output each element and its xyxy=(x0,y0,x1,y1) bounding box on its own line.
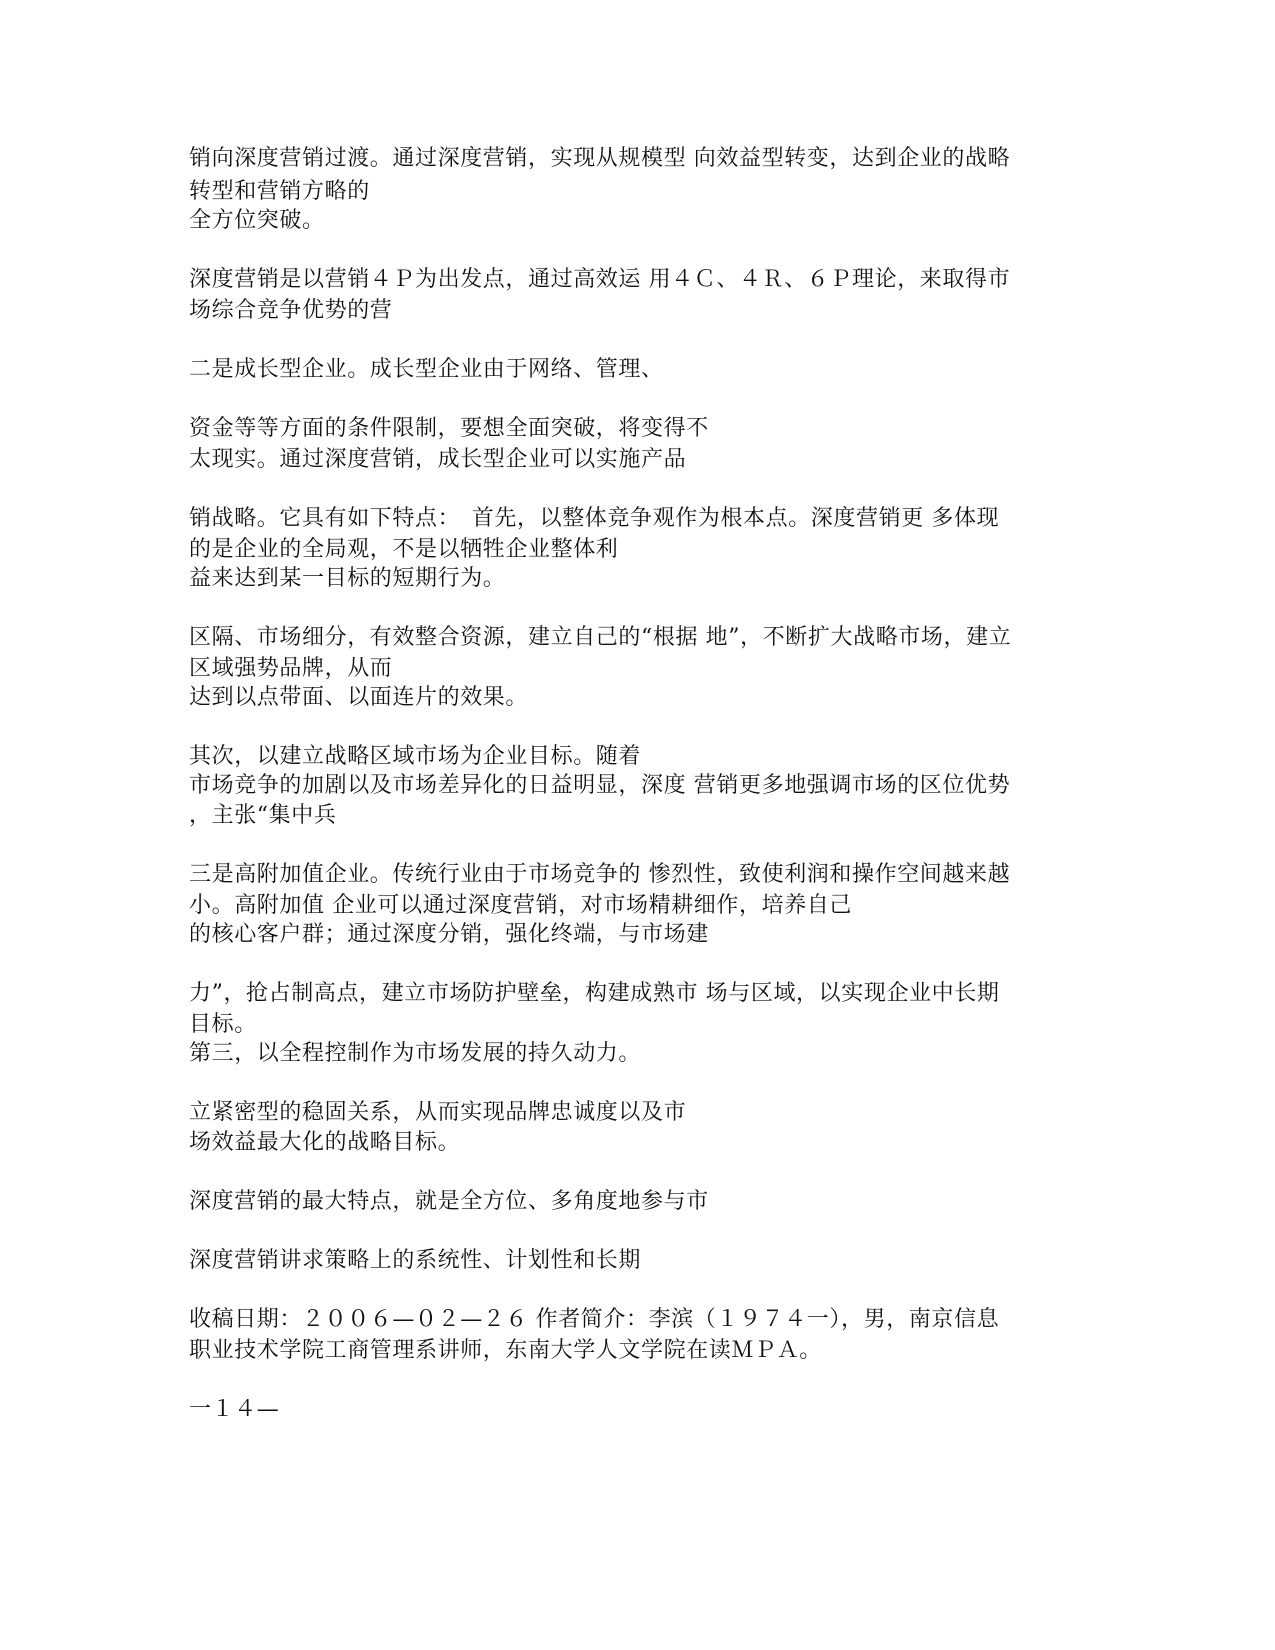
text-line: 太现实。通过深度营销，成长型企业可以实施产品 xyxy=(189,447,687,472)
text-line: 二是成长型企业。成长型企业由于网络、管理、 xyxy=(189,357,664,382)
text-line: 场综合竞争优势的营 xyxy=(189,298,393,323)
footnote-line: 收稿日期：２００６—０２—２６ 作者简介：李滨（１９７４一），男，南京信息 xyxy=(189,1307,1000,1332)
text-line: 场效益最大化的战略目标。 xyxy=(189,1130,461,1155)
text-line: 市场竞争的加剧以及市场差异化的日益明显，深度 营销更多地强调市场的区位优势 xyxy=(189,773,1011,798)
text-line: 销战略。它具有如下特点： 首先，以整体竞争观作为根本点。深度营销更 多体现 xyxy=(189,506,1000,531)
text-line: 的是企业的全局观，不是以牺牲企业整体利 xyxy=(189,537,619,562)
text-line: ，主张“集中兵 xyxy=(189,803,337,828)
footnote-line: 职业技术学院工商管理系讲师，东南大学人文学院在读ＭＰＡ。 xyxy=(189,1338,822,1363)
text-line: 区域强势品牌，从而 xyxy=(189,656,393,681)
text-line: 区隔、市场细分，有效整合资源，建立自己的“根据 地”，不断扩大战略市场，建立 xyxy=(189,625,1012,650)
text-line: 目标。 xyxy=(189,1012,257,1037)
text-line: 资金等等方面的条件限制，要想全面突破，将变得不 xyxy=(189,416,709,441)
text-line: 力”，抢占制高点，建立市场防护壁垒，构建成熟市 场与区域，以实现企业中长期 xyxy=(189,981,1000,1006)
text-line: 转型和营销方略的 xyxy=(189,179,370,204)
text-line: 的核心客户群；通过深度分销，强化终端，与市场建 xyxy=(189,922,709,947)
text-line: 益来达到某一目标的短期行为。 xyxy=(189,566,506,591)
text-line: 深度营销讲求策略上的系统性、计划性和长期 xyxy=(189,1248,642,1273)
text-line: 全方位突破。 xyxy=(189,208,325,233)
text-line: 其次，以建立战略区域市场为企业目标。随着 xyxy=(189,744,642,769)
text-line: 第三，以全程控制作为市场发展的持久动力。 xyxy=(189,1041,642,1066)
text-line: 立紧密型的稳固关系，从而实现品牌忠诚度以及市 xyxy=(189,1100,687,1125)
text-line: 深度营销的最大特点，就是全方位、多角度地参与市 xyxy=(189,1189,709,1214)
page-number: 一１４— xyxy=(189,1397,280,1422)
text-line: 三是高附加值企业。传统行业由于市场竞争的 惨烈性，致使利润和操作空间越来越 xyxy=(189,862,1011,887)
text-line: 深度营销是以营销４Ｐ为出发点，通过高效运 用４Ｃ、４Ｒ、６Ｐ理论，来取得市 xyxy=(189,267,1011,292)
text-line: 销向深度营销过渡。通过深度营销，实现从规模型 向效益型转变，达到企业的战略 xyxy=(189,146,1011,171)
text-line: 小。高附加值 企业可以通过深度营销，对市场精耕细作，培养自己 xyxy=(189,893,852,918)
text-line: 达到以点带面、以面连片的效果。 xyxy=(189,685,529,710)
